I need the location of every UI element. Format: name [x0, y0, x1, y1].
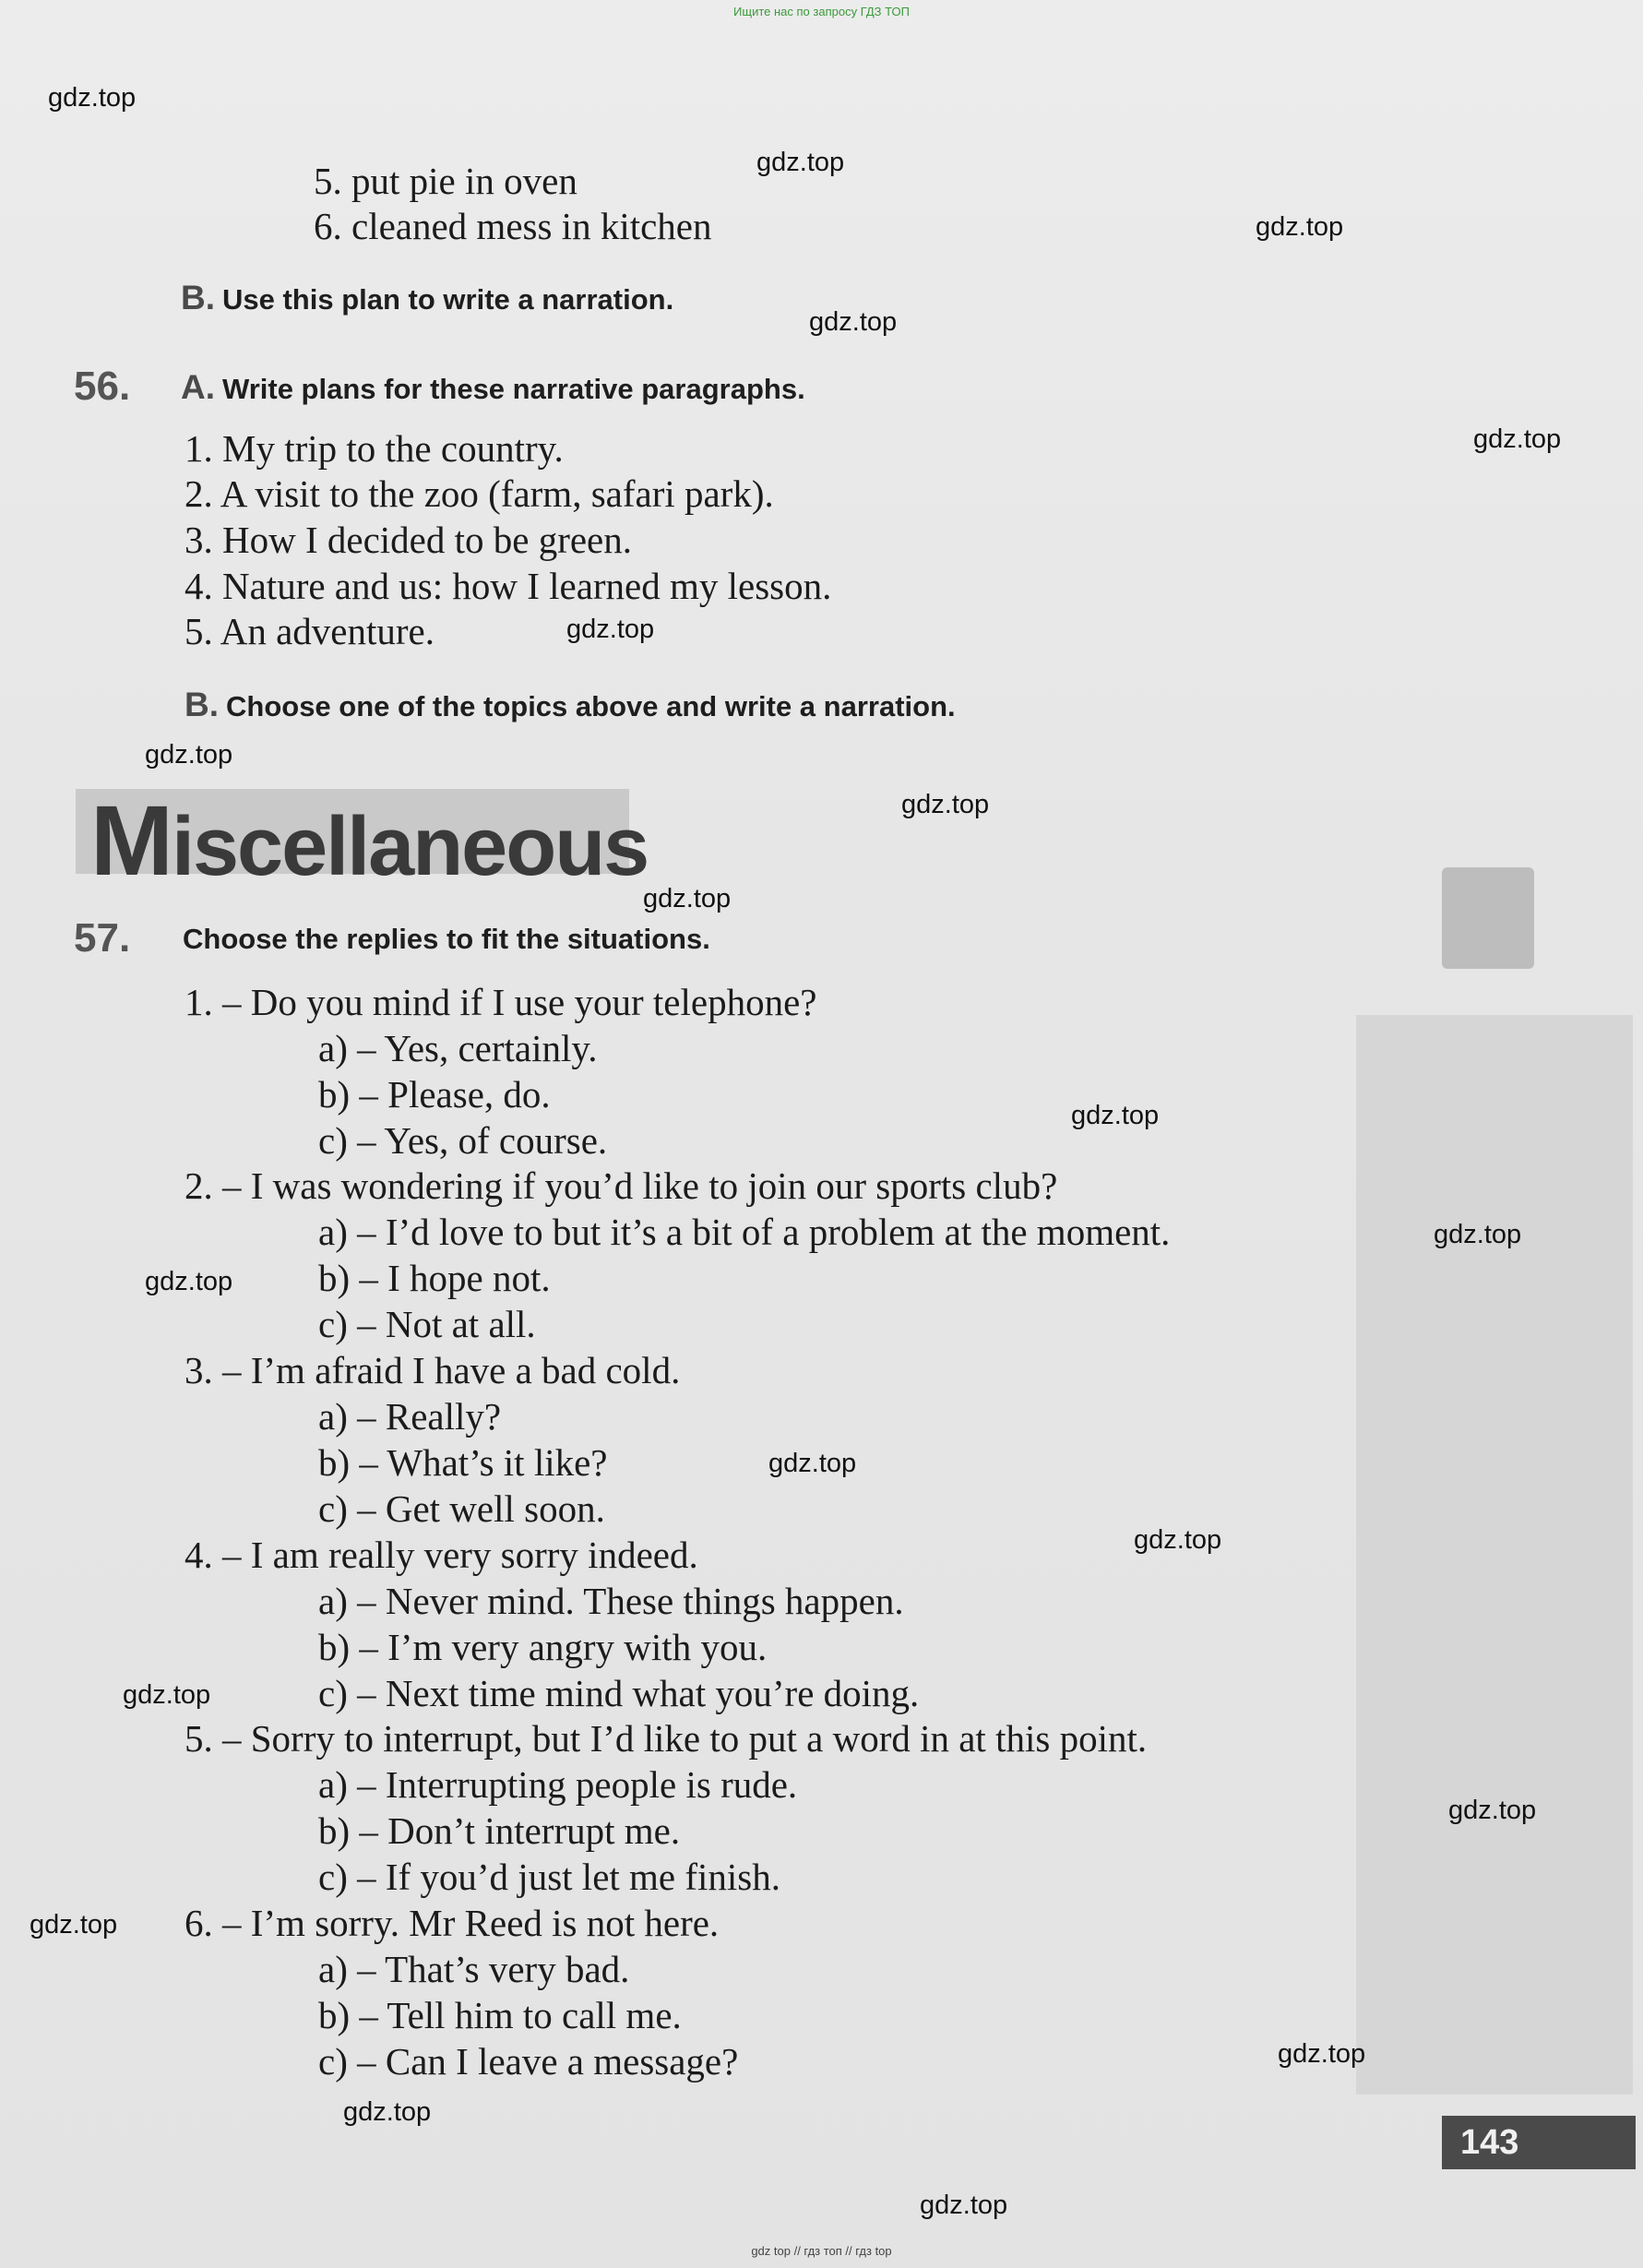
exercise-number-56: 56.: [74, 364, 131, 409]
answer-option: a) – Yes, certainly.: [318, 1027, 598, 1069]
watermark: gdz.top: [809, 307, 898, 337]
section-title-initial: M: [90, 784, 172, 896]
answer-option: c) – If you’d just let me finish.: [318, 1856, 781, 1898]
watermark: gdz.top: [1256, 212, 1344, 242]
answer-option: b) – I hope not.: [318, 1257, 551, 1299]
page-number: 143: [1442, 2116, 1636, 2169]
answer-option: b) – What’s it like?: [318, 1441, 608, 1484]
list-item: 1. My trip to the country.: [185, 427, 564, 470]
watermark: gdz.top: [1448, 1796, 1537, 1825]
question-line: 4. – I am really very sorry indeed.: [185, 1534, 698, 1576]
list-item: 4. Nature and us: how I learned my lesson.: [185, 565, 832, 607]
watermark: gdz.top: [920, 2190, 1008, 2220]
list-item: 6. cleaned mess in kitchen: [314, 205, 712, 247]
instruction-text: Write plans for these narrative paragraphs.: [222, 373, 805, 405]
instruction-letter: B.: [185, 686, 219, 723]
exercise-number-57: 57.: [74, 915, 131, 961]
watermark: gdz.top: [145, 1267, 233, 1296]
answer-option: b) – Please, do.: [318, 1073, 551, 1116]
answer-option: b) – Don’t interrupt me.: [318, 1809, 681, 1852]
watermark: gdz.top: [343, 2097, 432, 2127]
answer-option: c) – Can I leave a message?: [318, 2040, 739, 2083]
section-title-rest: iscellaneous: [171, 801, 649, 893]
instruction-text: Choose one of the topics above and write a narration.: [226, 690, 956, 722]
top-banner[interactable]: Ищите нас по запросу ГДЗ ТОП: [733, 5, 910, 18]
answer-option: a) – Really?: [318, 1395, 502, 1438]
answer-option: a) – I’d love to but it’s a bit of a problem at the moment.: [318, 1211, 1171, 1253]
instruction-letter: A.: [181, 368, 215, 406]
list-item: 3. How I decided to be green.: [185, 519, 632, 561]
list-item: 2. A visit to the zoo (farm, safari park).: [185, 472, 774, 515]
instruction-text: Use this plan to write a narration.: [222, 283, 674, 316]
answer-option: a) – That’s very bad.: [318, 1948, 630, 1990]
instruction-55b: [181, 279, 673, 317]
watermark: gdz.top: [1434, 1220, 1522, 1249]
watermark: gdz.top: [643, 884, 732, 913]
watermark: gdz.top: [901, 790, 990, 819]
list-item: 5. An adventure.: [185, 610, 435, 652]
background-photo: [1356, 1015, 1633, 2095]
answer-option: c) – Not at all.: [318, 1303, 536, 1345]
watermark: gdz.top: [1134, 1525, 1222, 1555]
watermark: gdz.top: [566, 615, 655, 644]
instruction-56b: [185, 686, 956, 724]
instruction-56a: [181, 368, 805, 407]
instruction-letter: B.: [181, 279, 215, 316]
bottom-banner[interactable]: gdz top // гдз топ // гдз top: [751, 2244, 892, 2258]
watermark: gdz.top: [48, 83, 137, 113]
thumbnail-photo: [1442, 867, 1534, 969]
answer-option: a) – Never mind. These things happen.: [318, 1580, 904, 1622]
question-line: 2. – I was wondering if you’d like to join our sports club?: [185, 1164, 1058, 1207]
answer-option: c) – Get well soon.: [318, 1487, 605, 1530]
instruction-57: Choose the replies to fit the situations.: [183, 923, 710, 955]
watermark: gdz.top: [1071, 1101, 1160, 1130]
answer-option: b) – Tell him to call me.: [318, 1994, 682, 2036]
answer-option: c) – Next time mind what you’re doing.: [318, 1672, 920, 1714]
question-line: 5. – Sorry to interrupt, but I’d like to put a word in at this point.: [185, 1717, 1148, 1760]
watermark: gdz.top: [768, 1449, 857, 1478]
answer-option: c) – Yes, of course.: [318, 1119, 608, 1162]
watermark: gdz.top: [123, 1680, 211, 1710]
question-line: 1. – Do you mind if I use your telephone?: [185, 981, 817, 1023]
answer-option: a) – Interrupting people is rude.: [318, 1763, 798, 1806]
question-line: 6. – I’m sorry. Mr Reed is not here.: [185, 1902, 720, 1944]
watermark: gdz.top: [30, 1910, 118, 1940]
list-item: 5. put pie in oven: [314, 160, 577, 202]
watermark: gdz.top: [1278, 2039, 1366, 2069]
section-title: [90, 782, 648, 898]
watermark: gdz.top: [145, 740, 233, 770]
question-line: 3. – I’m afraid I have a bad cold.: [185, 1349, 681, 1391]
watermark: gdz.top: [756, 148, 845, 177]
watermark: gdz.top: [1473, 424, 1562, 454]
answer-option: b) – I’m very angry with you.: [318, 1626, 768, 1668]
